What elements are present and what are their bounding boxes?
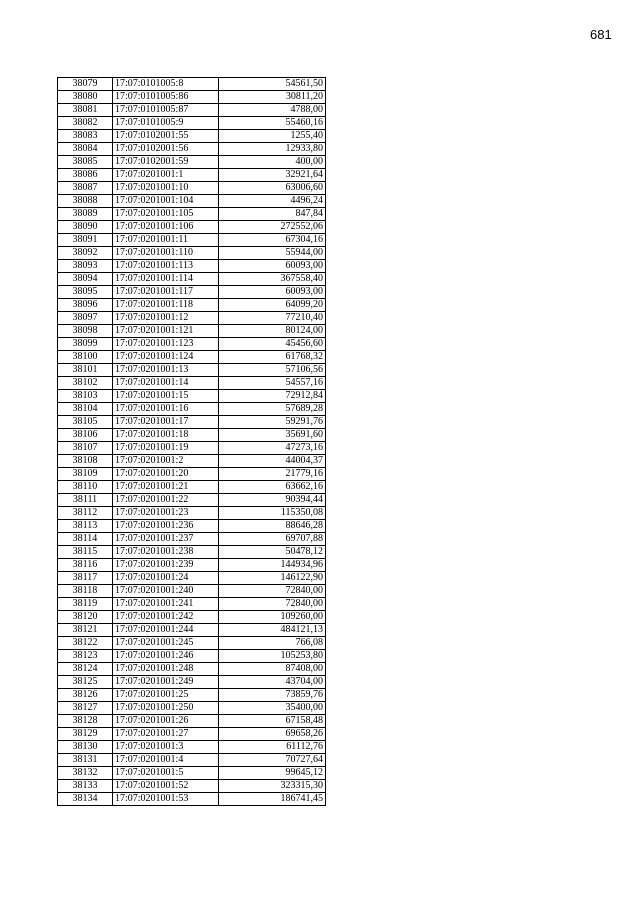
value-cell: 67304,16: [219, 234, 326, 247]
table-row: [58, 624, 326, 637]
table-row: [58, 455, 326, 468]
row-number-cell: 38087: [58, 182, 113, 195]
row-number-cell: 38092: [58, 247, 113, 260]
value-cell: 61112,76: [219, 741, 326, 754]
value-cell: 484121,13: [219, 624, 326, 637]
cadastral-number-cell: 17:07:0201001:2: [113, 455, 219, 468]
cadastral-number-cell: 17:07:0201001:245: [113, 637, 219, 650]
value-cell: 57689,28: [219, 403, 326, 416]
cadastral-number-cell: 17:07:0201001:240: [113, 585, 219, 598]
row-number-cell: 38081: [58, 104, 113, 117]
cadastral-number-cell: 17:07:0201001:241: [113, 598, 219, 611]
table-row: [58, 429, 326, 442]
cadastral-number-cell: 17:07:0201001:114: [113, 273, 219, 286]
row-number-cell: 38107: [58, 442, 113, 455]
table-row: [58, 520, 326, 533]
table-row: [58, 468, 326, 481]
table-row: [58, 377, 326, 390]
row-number-cell: 38120: [58, 611, 113, 624]
value-cell: 61768,32: [219, 351, 326, 364]
table-row: [58, 715, 326, 728]
value-cell: 30811,20: [219, 91, 326, 104]
row-number-cell: 38130: [58, 741, 113, 754]
row-number-cell: 38109: [58, 468, 113, 481]
cadastral-number-cell: 17:07:0201001:27: [113, 728, 219, 741]
row-number-cell: 38112: [58, 507, 113, 520]
cadastral-number-cell: 17:07:0201001:10: [113, 182, 219, 195]
table-row: [58, 754, 326, 767]
row-number-cell: 38091: [58, 234, 113, 247]
row-number-cell: 38080: [58, 91, 113, 104]
cadastral-number-cell: 17:07:0201001:16: [113, 403, 219, 416]
cadastral-number-cell: 17:07:0201001:19: [113, 442, 219, 455]
table-row: [58, 234, 326, 247]
table-row: [58, 247, 326, 260]
row-number-cell: 38093: [58, 260, 113, 273]
row-number-cell: 38102: [58, 377, 113, 390]
row-number-cell: 38082: [58, 117, 113, 130]
table-row: [58, 286, 326, 299]
cadastral-number-cell: 17:07:0201001:246: [113, 650, 219, 663]
value-cell: 60093,00: [219, 260, 326, 273]
cadastral-number-cell: 17:07:0201001:52: [113, 780, 219, 793]
table-row: [58, 793, 326, 806]
table-row: [58, 325, 326, 338]
value-cell: 99645,12: [219, 767, 326, 780]
cadastral-number-cell: 17:07:0102001:55: [113, 130, 219, 143]
table-row: [58, 104, 326, 117]
cadastral-number-cell: 17:07:0201001:15: [113, 390, 219, 403]
value-cell: 77210,40: [219, 312, 326, 325]
value-cell: 847,84: [219, 208, 326, 221]
value-cell: 32921,64: [219, 169, 326, 182]
cadastral-number-cell: 17:07:0201001:3: [113, 741, 219, 754]
table-row: [58, 546, 326, 559]
row-number-cell: 38117: [58, 572, 113, 585]
table-row: [58, 78, 326, 91]
row-number-cell: 38111: [58, 494, 113, 507]
value-cell: 35400,00: [219, 702, 326, 715]
data-table: [57, 77, 326, 806]
row-number-cell: 38083: [58, 130, 113, 143]
page-number: 681: [590, 27, 612, 42]
value-cell: 400,00: [219, 156, 326, 169]
row-number-cell: 38096: [58, 299, 113, 312]
table-row: [58, 559, 326, 572]
cadastral-number-cell: 17:07:0201001:24: [113, 572, 219, 585]
table-row: [58, 91, 326, 104]
row-number-cell: 38129: [58, 728, 113, 741]
table-row: [58, 364, 326, 377]
value-cell: 105253,80: [219, 650, 326, 663]
table-row: [58, 130, 326, 143]
cadastral-number-cell: 17:07:0201001:1: [113, 169, 219, 182]
value-cell: 55944,00: [219, 247, 326, 260]
table-row: [58, 598, 326, 611]
cadastral-number-cell: 17:07:0201001:26: [113, 715, 219, 728]
row-number-cell: 38108: [58, 455, 113, 468]
row-number-cell: 38104: [58, 403, 113, 416]
value-cell: 69658,26: [219, 728, 326, 741]
cadastral-number-cell: 17:07:0101005:8: [113, 78, 219, 91]
value-cell: 44004,37: [219, 455, 326, 468]
cadastral-number-cell: 17:07:0201001:239: [113, 559, 219, 572]
value-cell: 109260,00: [219, 611, 326, 624]
table-row: [58, 182, 326, 195]
value-cell: 54561,50: [219, 78, 326, 91]
cadastral-number-cell: 17:07:0201001:13: [113, 364, 219, 377]
cadastral-number-cell: 17:07:0201001:249: [113, 676, 219, 689]
cadastral-number-cell: 17:07:0201001:113: [113, 260, 219, 273]
cadastral-number-cell: 17:07:0201001:17: [113, 416, 219, 429]
table-row: [58, 221, 326, 234]
row-number-cell: 38126: [58, 689, 113, 702]
value-cell: 55460,16: [219, 117, 326, 130]
row-number-cell: 38084: [58, 143, 113, 156]
cadastral-number-cell: 17:07:0201001:21: [113, 481, 219, 494]
value-cell: 186741,45: [219, 793, 326, 806]
value-cell: 43704,00: [219, 676, 326, 689]
cadastral-number-cell: 17:07:0201001:25: [113, 689, 219, 702]
table-row: [58, 741, 326, 754]
row-number-cell: 38113: [58, 520, 113, 533]
value-cell: 4788,00: [219, 104, 326, 117]
value-cell: 35691,60: [219, 429, 326, 442]
table-row: [58, 637, 326, 650]
table-row: [58, 507, 326, 520]
cadastral-number-cell: 17:07:0201001:22: [113, 494, 219, 507]
cadastral-number-cell: 17:07:0201001:4: [113, 754, 219, 767]
row-number-cell: 38094: [58, 273, 113, 286]
table-row: [58, 208, 326, 221]
cadastral-number-cell: 17:07:0201001:121: [113, 325, 219, 338]
value-cell: 146122,90: [219, 572, 326, 585]
cadastral-number-cell: 17:07:0201001:11: [113, 234, 219, 247]
value-cell: 87408,00: [219, 663, 326, 676]
row-number-cell: 38110: [58, 481, 113, 494]
row-number-cell: 38127: [58, 702, 113, 715]
table-row: [58, 676, 326, 689]
table-row: [58, 143, 326, 156]
row-number-cell: 38095: [58, 286, 113, 299]
cadastral-number-cell: 17:07:0201001:18: [113, 429, 219, 442]
value-cell: 59291,76: [219, 416, 326, 429]
value-cell: 72840,00: [219, 598, 326, 611]
value-cell: 73859,76: [219, 689, 326, 702]
row-number-cell: 38131: [58, 754, 113, 767]
row-number-cell: 38100: [58, 351, 113, 364]
value-cell: 45456,60: [219, 338, 326, 351]
cadastral-number-cell: 17:07:0201001:236: [113, 520, 219, 533]
value-cell: 54557,16: [219, 377, 326, 390]
table-row: [58, 650, 326, 663]
cadastral-number-cell: 17:07:0201001:123: [113, 338, 219, 351]
value-cell: 115350,08: [219, 507, 326, 520]
table-row: [58, 663, 326, 676]
row-number-cell: 38133: [58, 780, 113, 793]
value-cell: 88646,28: [219, 520, 326, 533]
table-row: [58, 702, 326, 715]
row-number-cell: 38106: [58, 429, 113, 442]
table-row: [58, 494, 326, 507]
cadastral-number-cell: 17:07:0201001:53: [113, 793, 219, 806]
row-number-cell: 38086: [58, 169, 113, 182]
row-number-cell: 38105: [58, 416, 113, 429]
row-number-cell: 38134: [58, 793, 113, 806]
value-cell: 80124,00: [219, 325, 326, 338]
value-cell: 323315,30: [219, 780, 326, 793]
table-row: [58, 403, 326, 416]
table-row: [58, 767, 326, 780]
cadastral-number-cell: 17:07:0201001:5: [113, 767, 219, 780]
value-cell: 72840,00: [219, 585, 326, 598]
row-number-cell: 38090: [58, 221, 113, 234]
row-number-cell: 38122: [58, 637, 113, 650]
row-number-cell: 38088: [58, 195, 113, 208]
value-cell: 144934,96: [219, 559, 326, 572]
table-body: [58, 78, 326, 806]
value-cell: 367558,40: [219, 273, 326, 286]
row-number-cell: 38098: [58, 325, 113, 338]
row-number-cell: 38119: [58, 598, 113, 611]
value-cell: 67158,48: [219, 715, 326, 728]
value-cell: 60093,00: [219, 286, 326, 299]
cadastral-number-cell: 17:07:0201001:250: [113, 702, 219, 715]
value-cell: 69707,88: [219, 533, 326, 546]
row-number-cell: 38101: [58, 364, 113, 377]
cadastral-number-cell: 17:07:0201001:12: [113, 312, 219, 325]
value-cell: 70727,64: [219, 754, 326, 767]
table-row: [58, 416, 326, 429]
cadastral-number-cell: 17:07:0201001:110: [113, 247, 219, 260]
table-row: [58, 338, 326, 351]
cadastral-number-cell: 17:07:0201001:118: [113, 299, 219, 312]
value-cell: 72912,84: [219, 390, 326, 403]
value-cell: 766,08: [219, 637, 326, 650]
cadastral-number-cell: 17:07:0101005:9: [113, 117, 219, 130]
value-cell: 57106,56: [219, 364, 326, 377]
row-number-cell: 38114: [58, 533, 113, 546]
cadastral-number-cell: 17:07:0102001:56: [113, 143, 219, 156]
table-row: [58, 273, 326, 286]
cadastral-number-cell: 17:07:0201001:104: [113, 195, 219, 208]
cadastral-number-cell: 17:07:0201001:23: [113, 507, 219, 520]
value-cell: 12933,80: [219, 143, 326, 156]
cadastral-number-cell: 17:07:0201001:124: [113, 351, 219, 364]
table-row: [58, 533, 326, 546]
cadastral-number-cell: 17:07:0201001:105: [113, 208, 219, 221]
table-row: [58, 481, 326, 494]
cadastral-number-cell: 17:07:0102001:59: [113, 156, 219, 169]
table-row: [58, 351, 326, 364]
value-cell: 4496,24: [219, 195, 326, 208]
row-number-cell: 38121: [58, 624, 113, 637]
table-row: [58, 390, 326, 403]
value-cell: 1255,40: [219, 130, 326, 143]
cadastral-number-cell: 17:07:0201001:242: [113, 611, 219, 624]
row-number-cell: 38115: [58, 546, 113, 559]
table-row: [58, 611, 326, 624]
table-row: [58, 312, 326, 325]
cadastral-number-cell: 17:07:0201001:14: [113, 377, 219, 390]
value-cell: 63006,60: [219, 182, 326, 195]
table-row: [58, 156, 326, 169]
row-number-cell: 38085: [58, 156, 113, 169]
value-cell: 47273,16: [219, 442, 326, 455]
cadastral-number-cell: 17:07:0201001:117: [113, 286, 219, 299]
row-number-cell: 38099: [58, 338, 113, 351]
table-row: [58, 195, 326, 208]
table-row: [58, 780, 326, 793]
cadastral-number-cell: 17:07:0201001:20: [113, 468, 219, 481]
row-number-cell: 38125: [58, 676, 113, 689]
cadastral-number-cell: 17:07:0201001:248: [113, 663, 219, 676]
cadastral-number-cell: 17:07:0201001:238: [113, 546, 219, 559]
value-cell: 50478,12: [219, 546, 326, 559]
cadastral-number-cell: 17:07:0101005:86: [113, 91, 219, 104]
cadastral-number-cell: 17:07:0201001:237: [113, 533, 219, 546]
table-row: [58, 728, 326, 741]
row-number-cell: 38118: [58, 585, 113, 598]
row-number-cell: 38132: [58, 767, 113, 780]
row-number-cell: 38116: [58, 559, 113, 572]
value-cell: 90394,44: [219, 494, 326, 507]
cadastral-number-cell: 17:07:0201001:244: [113, 624, 219, 637]
value-cell: 21779,16: [219, 468, 326, 481]
value-cell: 63662,16: [219, 481, 326, 494]
table-row: [58, 442, 326, 455]
table-row: [58, 689, 326, 702]
row-number-cell: 38097: [58, 312, 113, 325]
table-row: [58, 117, 326, 130]
table-row: [58, 169, 326, 182]
cadastral-number-cell: 17:07:0201001:106: [113, 221, 219, 234]
value-cell: 64099,20: [219, 299, 326, 312]
row-number-cell: 38089: [58, 208, 113, 221]
row-number-cell: 38103: [58, 390, 113, 403]
row-number-cell: 38123: [58, 650, 113, 663]
table-row: [58, 260, 326, 273]
cadastral-number-cell: 17:07:0101005:87: [113, 104, 219, 117]
row-number-cell: 38079: [58, 78, 113, 91]
table-row: [58, 585, 326, 598]
row-number-cell: 38124: [58, 663, 113, 676]
table-row: [58, 572, 326, 585]
row-number-cell: 38128: [58, 715, 113, 728]
table-row: [58, 299, 326, 312]
value-cell: 272552,06: [219, 221, 326, 234]
